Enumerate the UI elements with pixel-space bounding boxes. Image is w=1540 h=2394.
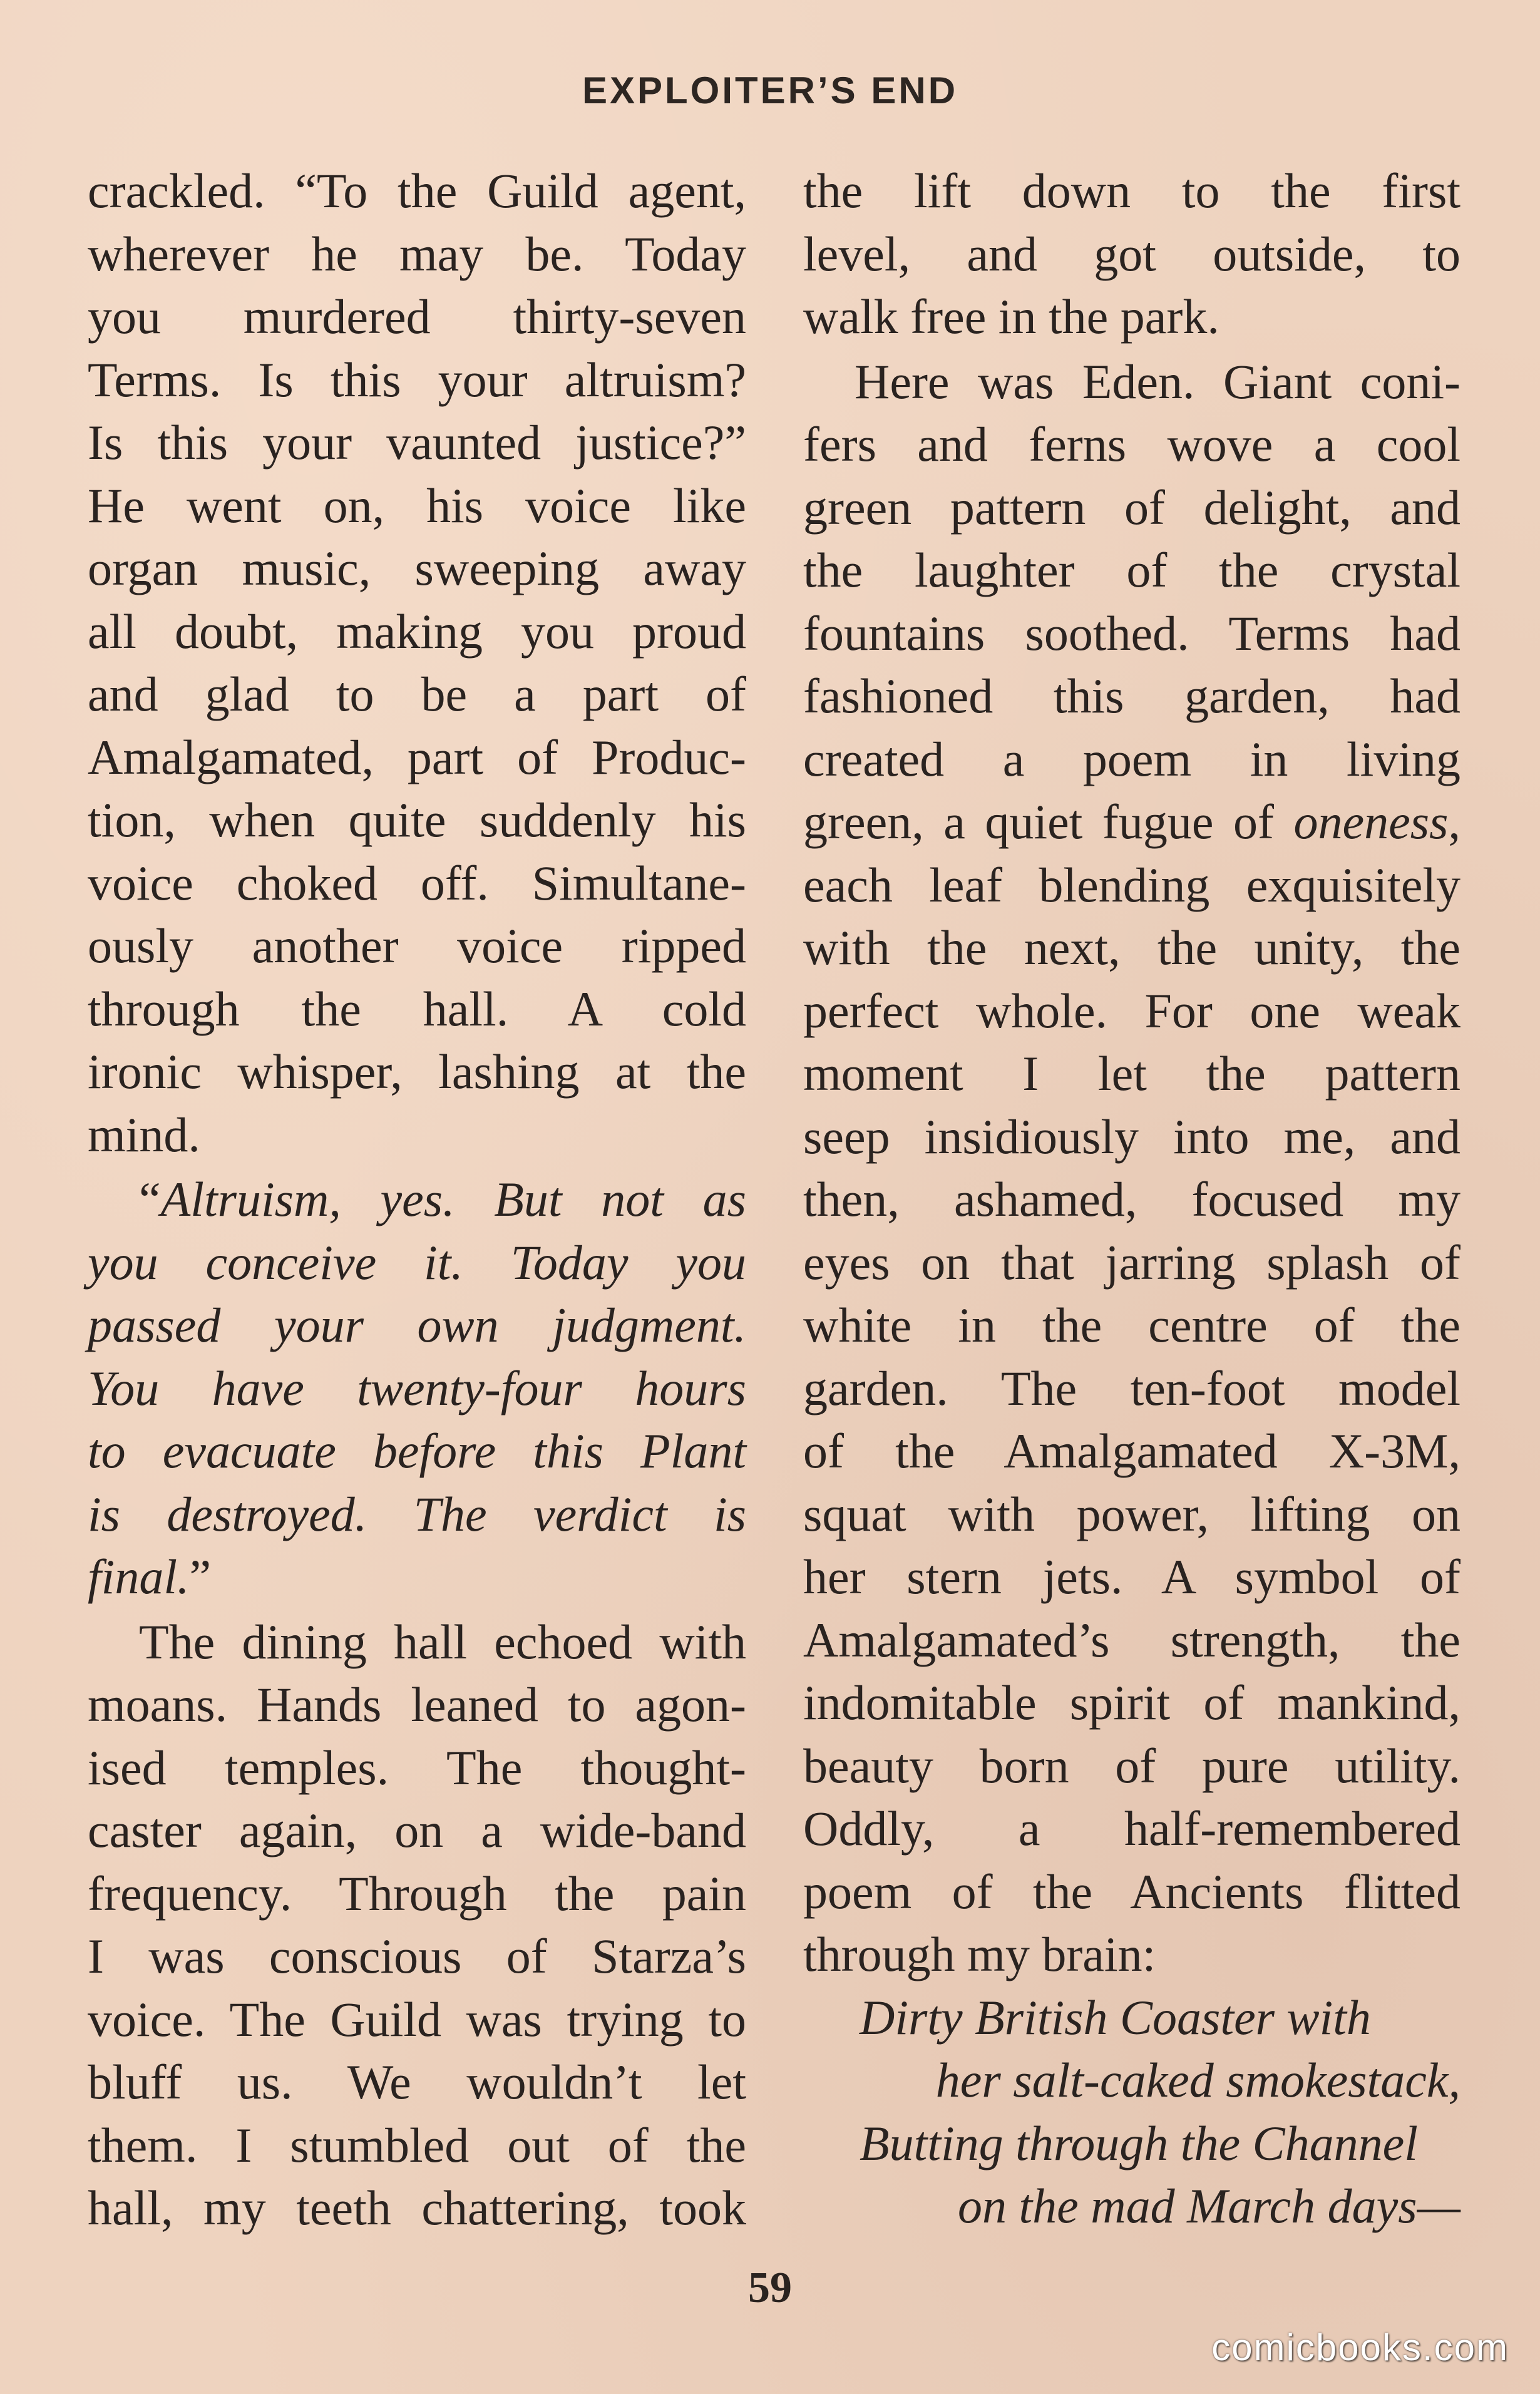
text-line: you conceive it. Today you (88, 1235, 746, 1290)
open-quote: “ (139, 1172, 161, 1226)
poem-quote (803, 1986, 1460, 2238)
right-paragraph-2 (803, 351, 1460, 1986)
close-quote: ” (189, 1549, 212, 1604)
text-line: through my brain: (803, 1927, 1156, 1981)
text-line: the laughter of the crystal (803, 543, 1460, 597)
text-line: tion, when quite suddenly his (88, 793, 746, 847)
text-line: Terms. Is this your altruism? (88, 352, 746, 407)
left-paragraph-1 (88, 160, 746, 1166)
text-line: and glad to be a part of (88, 667, 746, 721)
text-line: I was conscious of Starza’s (88, 1929, 746, 1983)
left-paragraph-2-italic (88, 1168, 746, 1609)
text-line: seep insidiously into me, and (803, 1109, 1460, 1164)
text-line: them. I stumbled out of the (88, 2117, 746, 2172)
text-line: then, ashamed, focused my (803, 1172, 1460, 1226)
text-line: hall, my teeth chattering, took (88, 2181, 746, 2235)
text-line: fountains soothed. Terms had (803, 605, 1460, 660)
text-line: perfect whole. For one weak (803, 983, 1460, 1038)
text-line: voice. The Guild was trying to (88, 1991, 746, 2047)
text-line: moment I let the pattern (803, 1046, 1460, 1101)
text-line: He went on, his voice like (88, 478, 746, 533)
text-line (88, 1168, 746, 1231)
poem-line: on the mad March days— (957, 2179, 1460, 2233)
italic-text: final. (88, 1549, 190, 1604)
text-line: The dining hall echoed with (139, 1614, 746, 1669)
text-line: beauty born of pure utility. (803, 1738, 1460, 1793)
text-line: Amalgamated’s strength, the (803, 1612, 1460, 1667)
text-line: eyes on that jarring splash of (803, 1235, 1460, 1290)
text-line: indomitable spirit of mankind, (803, 1675, 1460, 1730)
text-line: passed your own judgment. (88, 1298, 746, 1352)
poem-line: her salt-caked smokestack, (935, 2053, 1460, 2107)
text-line: Oddly, a half-remembered (803, 1801, 1460, 1856)
page-number: 59 (748, 2264, 792, 2312)
text-segment: , (1448, 794, 1460, 849)
text-line: voice choked off. Simultane- (88, 855, 746, 910)
text-line: is destroyed. The verdict is (88, 1486, 746, 1541)
italic-text: oneness (1293, 794, 1449, 849)
text-line (803, 791, 1460, 854)
text-line: mind. (88, 1107, 200, 1162)
right-column (803, 160, 1460, 2238)
text-line: wherever he may be. Today (88, 226, 746, 281)
text-line: her stern jets. A symbol of (803, 1549, 1460, 1604)
text-line (88, 1546, 746, 1609)
text-line: caster again, on a wide-band (88, 1803, 746, 1857)
poem-line: Dirty British Coaster with (860, 1990, 1371, 2045)
text-line: through the hall. A cold (88, 981, 746, 1036)
poem-line: Butting through the Channel (860, 2115, 1418, 2171)
text-line: all doubt, making you proud (88, 604, 746, 659)
text-line: moans. Hands leaned to agon- (88, 1677, 746, 1732)
text-line: Amalgamated, part of Produc- (88, 729, 746, 784)
text-line: fashioned this garden, had (803, 669, 1460, 723)
text-line: ised temples. The thought- (88, 1740, 746, 1795)
running-head: EXPLOITER’S END (582, 69, 958, 111)
text-line: squat with power, lifting on (803, 1486, 1460, 1541)
right-paragraph-1 (803, 160, 1460, 349)
text-line: of the Amalgamated X-3M, (803, 1424, 1460, 1478)
text-line: created a poem in living (803, 731, 1460, 786)
watermark-text: comicbooks.com (1211, 2326, 1509, 2368)
text-line: you murdered thirty-seven (88, 289, 746, 344)
text-line: garden. The ten-foot model (803, 1360, 1460, 1415)
text-line: Here was Eden. Giant coni- (855, 354, 1460, 409)
text-line: ironic whisper, lashing at the (88, 1044, 746, 1099)
text-line: fers and ferns wove a cool (803, 417, 1460, 471)
text-line: ously another voice ripped (88, 918, 746, 973)
left-paragraph-3 (88, 1611, 746, 2240)
text-line: Is this your vaunted justice?” (88, 415, 746, 470)
text-line: the lift down to the first (803, 163, 1460, 218)
text-line: walk free in the park. (803, 289, 1219, 344)
text-line: bluff us. We wouldn’t let (88, 2055, 746, 2109)
italic-text: Altruism, yes. But not as (160, 1172, 746, 1226)
text-line: poem of the Ancients flitted (803, 1864, 1460, 1919)
text-line: level, and got outside, to (803, 226, 1460, 281)
text-segment: green, a quiet fugue of (803, 794, 1294, 849)
text-line: green pattern of delight, and (803, 480, 1460, 535)
text-line: each leaf blending exquisitely (803, 857, 1460, 912)
text-line: with the next, the unity, the (803, 920, 1460, 975)
text-line: crackled. “To the Guild agent, (88, 163, 746, 218)
text-line: frequency. Through the pain (88, 1866, 746, 1921)
text-line: white in the centre of the (803, 1298, 1460, 1352)
text-line: You have twenty-four hours (88, 1360, 746, 1415)
left-column (88, 160, 746, 2240)
text-line: to evacuate before this Plant (88, 1424, 746, 1478)
text-line: organ music, sweeping away (88, 541, 746, 595)
